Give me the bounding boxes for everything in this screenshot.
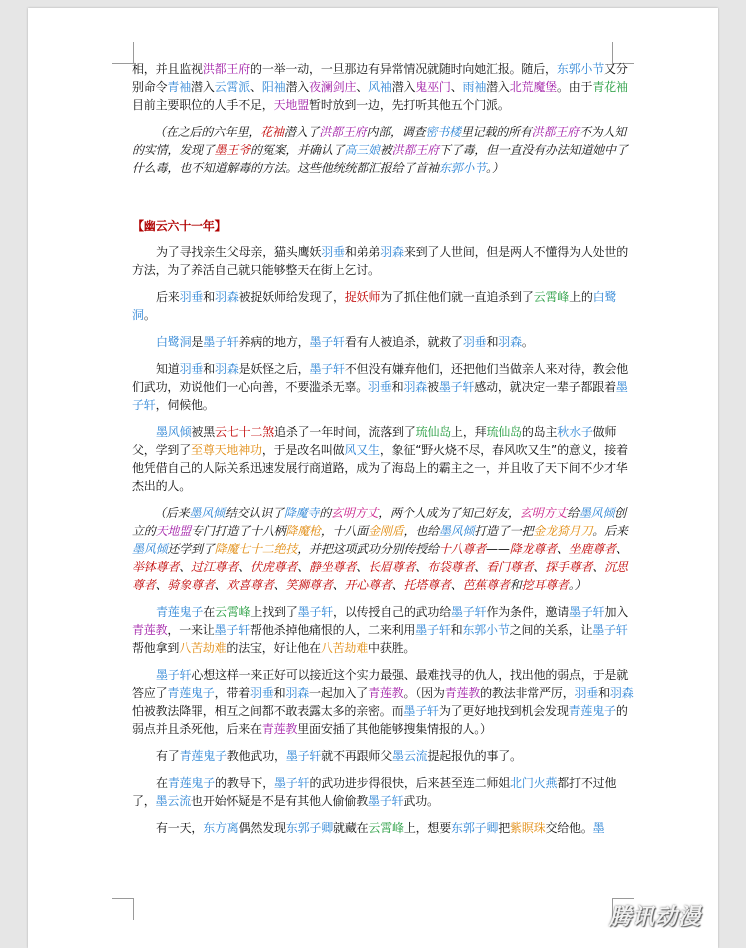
- highlighted-term: 羽森: [403, 380, 428, 394]
- text-run: ——: [486, 542, 510, 556]
- text-run: 来到了人世间，但是两人不懂得为人处世的方法，为了养活自己就只能够整天在街上乞讨。: [132, 245, 629, 277]
- highlighted-term: 北荒魔堡: [509, 80, 557, 94]
- watermark-text: 腾讯动漫: [609, 905, 702, 930]
- highlighted-term: 白鹭洞: [132, 290, 617, 322]
- paragraph: [132, 288, 636, 324]
- paragraph: [132, 60, 636, 114]
- text-run: 内部，调查: [366, 125, 426, 139]
- text-run: 为了更好地找到机会发现: [438, 704, 569, 718]
- text-run: 给: [567, 506, 579, 520]
- text-run: 、: [332, 578, 345, 592]
- highlighted-term: 笑狮尊者: [285, 578, 333, 592]
- text-run: 之间的关系，让: [509, 623, 593, 637]
- text-run: 还学到了: [167, 542, 215, 556]
- text-run: 创立的: [132, 506, 627, 538]
- highlighted-term: 墨风倾: [438, 524, 475, 538]
- text-run: 把: [498, 821, 511, 835]
- highlighted-term: 羽垂: [462, 335, 487, 349]
- text-run: 有一天，: [156, 821, 204, 835]
- text-run: 潜入了: [283, 125, 320, 139]
- text-run: ，并把这项武功分别传授给: [297, 542, 439, 556]
- paragraph: [132, 243, 636, 279]
- highlighted-term: 北门火燕: [510, 776, 558, 790]
- highlighted-term: 布袋尊者: [427, 560, 475, 574]
- highlighted-term: 云霄峰: [533, 290, 570, 304]
- text-run: 武功。: [403, 794, 439, 808]
- highlighted-term: 羽森: [285, 686, 310, 700]
- text-run: 里记载的所有: [460, 125, 532, 139]
- highlighted-term: 墨子轩: [592, 623, 628, 637]
- text-run: 又分别命令: [132, 62, 628, 94]
- blank-line: [132, 186, 636, 198]
- highlighted-term: 墨子轩: [156, 668, 192, 682]
- highlighted-term: 捉妖师: [344, 290, 381, 304]
- highlighted-term: 挖耳尊者: [521, 578, 569, 592]
- highlighted-term: 墨子轩: [403, 704, 439, 718]
- text-run: ，于是改名叫做: [261, 443, 345, 457]
- highlighted-term: 墨风倾: [578, 506, 615, 520]
- paragraph: [132, 603, 636, 657]
- section-heading: [132, 217, 636, 235]
- text-run: 的教法非常严厉，: [480, 686, 575, 700]
- text-run: 、: [592, 560, 605, 574]
- highlighted-term: 十八尊者: [438, 542, 487, 556]
- text-run: 上，想要: [403, 821, 452, 835]
- highlighted-term: 墨子轩: [309, 362, 345, 376]
- highlighted-term: 洪都王府: [391, 143, 439, 157]
- highlighted-term: 琉仙岛: [415, 425, 452, 439]
- highlighted-term: 墨风倾: [189, 506, 225, 520]
- text-run: 、: [297, 560, 310, 574]
- text-run: ，以传授自己的武功给: [333, 605, 452, 619]
- highlighted-term: 东郭小节: [462, 623, 510, 637]
- text-run: 和: [273, 686, 286, 700]
- text-run: 在: [203, 605, 216, 619]
- document-page: [28, 8, 718, 948]
- highlighted-term: 墨子轩: [214, 623, 251, 637]
- text-run: 被黑: [191, 425, 216, 439]
- highlighted-term: 羽垂: [179, 290, 204, 304]
- text-run: 相，并且监视: [132, 62, 203, 76]
- text-run: 提起报仇的事了。: [427, 749, 522, 763]
- text-run: ，带着: [214, 686, 251, 700]
- highlighted-term: 墨子轩: [415, 623, 451, 637]
- text-run: 和: [486, 335, 499, 349]
- text-run: 在: [156, 776, 168, 790]
- text-run: 专门打造了十八柄: [191, 524, 286, 538]
- text-run: 的一举一动，一旦那边有异常情况就随时向她汇报。随后，: [250, 62, 557, 76]
- highlighted-term: 墨子轩: [132, 380, 628, 412]
- highlighted-term: 洪都王府: [531, 125, 579, 139]
- highlighted-term: 羽垂: [321, 245, 345, 259]
- text-run: 不但没有嫌弃他们，还把他们当做亲人来对待，教会他们武功，劝说他们一心向善，不要滥杀无辜。: [132, 362, 629, 394]
- highlighted-term: 羽垂: [368, 380, 392, 394]
- paragraph: [132, 774, 636, 810]
- text-run: 上的: [569, 290, 593, 304]
- highlighted-term: 羽垂: [179, 362, 204, 376]
- highlighted-term: 青莲教: [368, 686, 404, 700]
- text-run: 、: [155, 578, 168, 592]
- highlighted-term: 开心尊者: [344, 578, 392, 592]
- text-run: 为了寻找亲生父母亲，猫头鹰妖: [156, 245, 322, 259]
- highlighted-term: 墨子轩: [438, 380, 475, 394]
- crop-mark-top-left: [112, 42, 134, 64]
- highlighted-term: 东方离: [203, 821, 239, 835]
- text-run: 。: [143, 308, 156, 322]
- text-run: 和: [598, 686, 610, 700]
- highlighted-term: 墨子轩: [297, 605, 334, 619]
- highlighted-term: 墨云流: [392, 749, 428, 763]
- highlighted-term: 青莲鬼子: [179, 749, 227, 763]
- text-run: 是妖怪之后，: [238, 362, 310, 376]
- text-run: 下了毒，但一直没有办法知道她中了什么毒，也不知道解毒的方法。这些他统统都汇报给了首袖: [132, 143, 628, 175]
- highlighted-term: 羽森: [498, 335, 522, 349]
- highlighted-term: 骑象尊者: [167, 578, 215, 592]
- text-run: 不为人知的实情，发现了: [132, 125, 627, 157]
- highlighted-term: 降魔枪: [285, 524, 321, 538]
- highlighted-term: 坐鹿尊者: [568, 542, 616, 556]
- paragraph: [132, 360, 636, 414]
- text-run: 被: [427, 380, 439, 394]
- text-run: 后来: [156, 290, 180, 304]
- text-run: 、: [615, 542, 628, 556]
- text-run: （后来: [154, 506, 190, 520]
- text-run: 、: [250, 80, 262, 94]
- text-run: 潜入: [486, 80, 510, 94]
- highlighted-term: 东郭子卿: [451, 821, 499, 835]
- document-body: [132, 60, 636, 846]
- text-run: 、: [214, 578, 227, 592]
- highlighted-term: 羽森: [609, 686, 634, 700]
- highlighted-term: 墨: [592, 821, 605, 835]
- text-run: 、: [179, 560, 192, 574]
- text-run: 上，拜: [451, 425, 487, 439]
- highlighted-term: 羽森: [215, 290, 239, 304]
- highlighted-term: 青花袖: [592, 80, 628, 94]
- text-run: 一起加入了: [309, 686, 369, 700]
- text-run: 、: [533, 560, 546, 574]
- text-run: ，伺候他。: [155, 398, 215, 412]
- highlighted-term: 密书楼: [425, 125, 461, 139]
- text-run: 、: [356, 80, 369, 94]
- text-run: 的弱点并且杀死他，后来在: [132, 704, 628, 736]
- text-run: 追杀了一年时间，流落到了: [274, 425, 416, 439]
- highlighted-term: 羽垂: [574, 686, 599, 700]
- text-run: 知道: [156, 362, 180, 376]
- note-paragraph: [132, 123, 636, 177]
- text-run: 。）: [486, 161, 504, 175]
- paragraph: [132, 333, 636, 351]
- highlighted-term: 洪都王府: [319, 125, 367, 139]
- text-run: ，象征“野火烧不尽，春风吹又生”的意义，接着他凭借自己的人际关系迅速发展行商道路，成为了海岛上的霸主之一，并且收了天下间不少才华杰出的人。: [132, 443, 628, 493]
- text-run: 。: [403, 686, 416, 700]
- highlighted-term: 欢喜尊者: [226, 578, 274, 592]
- text-run: 交给他。: [545, 821, 593, 835]
- highlighted-term: 雨袖: [462, 80, 487, 94]
- text-run: 为了抓住他们就一直追杀到了: [380, 290, 534, 304]
- text-run: 结交认识了: [224, 506, 284, 520]
- text-run: ，十八面: [320, 524, 369, 538]
- highlighted-term: 降魔七十二绝技: [214, 542, 298, 556]
- text-run: 养病的地方，: [238, 335, 310, 349]
- text-run: 的冤案，并确认了: [250, 143, 345, 157]
- text-run: 、: [556, 542, 569, 556]
- highlighted-term: 墨子轩: [285, 749, 322, 763]
- text-run: 。: [521, 335, 534, 349]
- highlighted-term: 琉仙岛: [486, 425, 522, 439]
- paragraph: [132, 819, 636, 837]
- text-run: （因为: [415, 686, 445, 700]
- highlighted-term: 云霄派: [214, 80, 251, 94]
- text-run: 是: [191, 335, 204, 349]
- highlighted-term: 墨云流: [155, 794, 192, 808]
- text-run: 的法宝，好让他在: [226, 641, 321, 655]
- highlighted-term: 鬼巫门: [415, 80, 451, 94]
- text-run: 里面安插了其他能够搜集情报的人。）: [297, 722, 492, 736]
- text-run: 帮他杀掉他痛恨的人，二来利用: [250, 623, 416, 637]
- highlighted-term: 花袖: [260, 125, 284, 139]
- text-run: 加入: [604, 605, 629, 619]
- highlighted-term: 天地盟: [155, 524, 192, 538]
- text-run: 、: [391, 578, 404, 592]
- highlighted-term: 托塔尊者: [403, 578, 451, 592]
- text-run: 、: [238, 560, 251, 574]
- highlighted-term: 看门尊者: [486, 560, 534, 574]
- highlighted-term: 高三娘: [344, 143, 380, 157]
- highlighted-term: 至尊天地神功: [191, 443, 262, 457]
- note-paragraph: [132, 504, 636, 594]
- text-run: 和: [509, 578, 522, 592]
- highlighted-term: 降魔寺: [283, 506, 320, 520]
- text-run: 【幽云六十一年】: [132, 219, 227, 233]
- paragraph: [132, 747, 636, 765]
- text-run: 心想这样一来正好可以接近这个实力最强、最难找寻的仇人，找出他的弱点，于是就答应了: [132, 668, 629, 700]
- highlighted-term: 降龙尊者: [509, 542, 557, 556]
- text-run: 都打不过他了，: [132, 776, 617, 808]
- text-run: 暂时放到一边，先打听其他五个门派。: [309, 98, 510, 112]
- text-run: 上找到了: [250, 605, 298, 619]
- text-run: 、: [415, 560, 428, 574]
- highlighted-term: 羽垂: [250, 686, 274, 700]
- highlighted-term: 举钵尊者: [132, 560, 180, 574]
- crop-mark-bottom-left: [112, 898, 134, 920]
- highlighted-term: 东郭子卿: [285, 821, 334, 835]
- text-run: 被捉妖师给发现了，: [238, 290, 345, 304]
- text-run: ，两个人成为了知己好友，: [378, 506, 520, 520]
- highlighted-term: 风又生: [344, 443, 380, 457]
- highlighted-term: 青莲鬼子: [568, 704, 616, 718]
- text-run: 也开始怀疑是不是有其他人偷偷教: [191, 794, 369, 808]
- highlighted-term: 东郭小节: [556, 62, 605, 76]
- highlighted-term: 沉思尊者: [132, 560, 628, 592]
- highlighted-term: 八苦劫难: [320, 641, 369, 655]
- text-run: 的: [319, 506, 332, 520]
- highlighted-term: 墨风倾: [156, 425, 192, 439]
- highlighted-term: 羽森: [380, 245, 404, 259]
- text-run: 打造了一把: [474, 524, 534, 538]
- text-run: 、: [273, 578, 286, 592]
- text-run: 看有人被追杀，就救了: [344, 335, 463, 349]
- text-run: 的岛主: [521, 425, 558, 439]
- text-run: 中获胜。: [368, 641, 416, 655]
- highlighted-term: 探手尊者: [545, 560, 593, 574]
- text-run: 和: [203, 362, 216, 376]
- highlighted-term: 青莲教: [261, 722, 298, 736]
- highlighted-term: 阳袖: [261, 80, 286, 94]
- text-run: 就藏在: [333, 821, 369, 835]
- text-run: 潜入: [191, 80, 215, 94]
- watermark-logo: [588, 900, 701, 931]
- highlighted-term: 墨子轩: [203, 335, 239, 349]
- highlighted-term: 羽森: [215, 362, 239, 376]
- highlighted-term: 墨子轩: [368, 794, 404, 808]
- highlighted-term: 洪都王府: [202, 62, 251, 76]
- text-run: （在之后的六年里，: [154, 125, 261, 139]
- highlighted-term: 青莲鬼子: [167, 686, 215, 700]
- text-run: 、: [450, 578, 463, 592]
- tencent-comic-logo-icon: [588, 911, 606, 925]
- text-run: 的武功进步得很快，后来甚至连二师姐: [309, 776, 511, 790]
- highlighted-term: 天地盟: [273, 98, 310, 112]
- text-run: 和弟弟: [344, 245, 381, 259]
- text-run: 。由于: [556, 80, 593, 94]
- highlighted-term: 芭蕉尊者: [462, 578, 510, 592]
- highlighted-term: 紫瞑珠: [510, 821, 546, 835]
- highlighted-term: 云七十二煞: [215, 425, 275, 439]
- text-run: 和: [391, 380, 404, 394]
- text-run: 目前主要职位的人手不足，: [132, 98, 274, 112]
- highlighted-term: 云霄峰: [368, 821, 404, 835]
- text-run: 就不再跟师父: [321, 749, 393, 763]
- highlighted-term: 伏虎尊者: [250, 560, 298, 574]
- highlighted-term: 墨风倾: [132, 542, 168, 556]
- highlighted-term: 墨子轩: [451, 605, 487, 619]
- highlighted-term: 墨子轩: [309, 335, 345, 349]
- text-run: ，一来让: [167, 623, 215, 637]
- highlighted-term: 青莲教: [132, 623, 168, 637]
- text-run: 做师父，学到了: [132, 425, 617, 457]
- highlighted-term: 玄明方丈: [331, 506, 379, 520]
- text-run: 帮他拿到: [132, 641, 180, 655]
- highlighted-term: 夜澜剑庄: [309, 80, 357, 94]
- highlighted-term: 青莲教: [444, 686, 481, 700]
- text-run: 作为条件，邀请: [486, 605, 570, 619]
- text-run: 。）: [568, 578, 587, 592]
- highlighted-term: 云霄峰: [215, 605, 251, 619]
- text-run: 感动，就决定一辈子都跟着: [474, 380, 616, 394]
- highlighted-term: 墨子轩: [274, 776, 310, 790]
- highlighted-term: 青莲鬼子: [156, 605, 204, 619]
- highlighted-term: 长眉尊者: [368, 560, 416, 574]
- highlighted-term: 过江尊者: [191, 560, 239, 574]
- text-run: 和: [450, 623, 463, 637]
- highlighted-term: 金龙猗月刀: [533, 524, 593, 538]
- text-run: 有了: [156, 749, 180, 763]
- text-run: 被: [379, 143, 392, 157]
- paragraph: [132, 423, 636, 495]
- text-run: ，也给: [403, 524, 439, 538]
- text-run: 和: [203, 290, 216, 304]
- text-run: 、: [474, 560, 487, 574]
- highlighted-term: 青袖: [167, 80, 192, 94]
- highlighted-term: 八苦劫难: [179, 641, 227, 655]
- text-run: 的教导下，: [215, 776, 275, 790]
- highlighted-term: 玄明方丈: [519, 506, 568, 520]
- text-run: 潜入: [391, 80, 416, 94]
- highlighted-term: 墨王爷: [214, 143, 251, 157]
- text-run: 偶然发现: [238, 821, 286, 835]
- highlighted-term: 白鹭洞: [156, 335, 192, 349]
- text-run: 教他武功，: [226, 749, 286, 763]
- highlighted-term: 东郭小节: [438, 161, 487, 175]
- paragraph: [132, 666, 636, 738]
- highlighted-term: 青莲鬼子: [167, 776, 216, 790]
- text-run: 。后来: [592, 524, 628, 538]
- highlighted-term: 秋水子: [557, 425, 593, 439]
- text-run: 、: [450, 80, 463, 94]
- text-run: 怕被教法降罪，相互之间都不敢表露太多的亲密。而: [132, 704, 404, 718]
- text-run: 潜入: [285, 80, 310, 94]
- highlighted-term: 金刚盾: [368, 524, 404, 538]
- highlighted-term: 风袖: [368, 80, 392, 94]
- text-run: 、: [356, 560, 369, 574]
- highlighted-term: 静坐尊者: [309, 560, 357, 574]
- highlighted-term: 墨子轩: [569, 605, 605, 619]
